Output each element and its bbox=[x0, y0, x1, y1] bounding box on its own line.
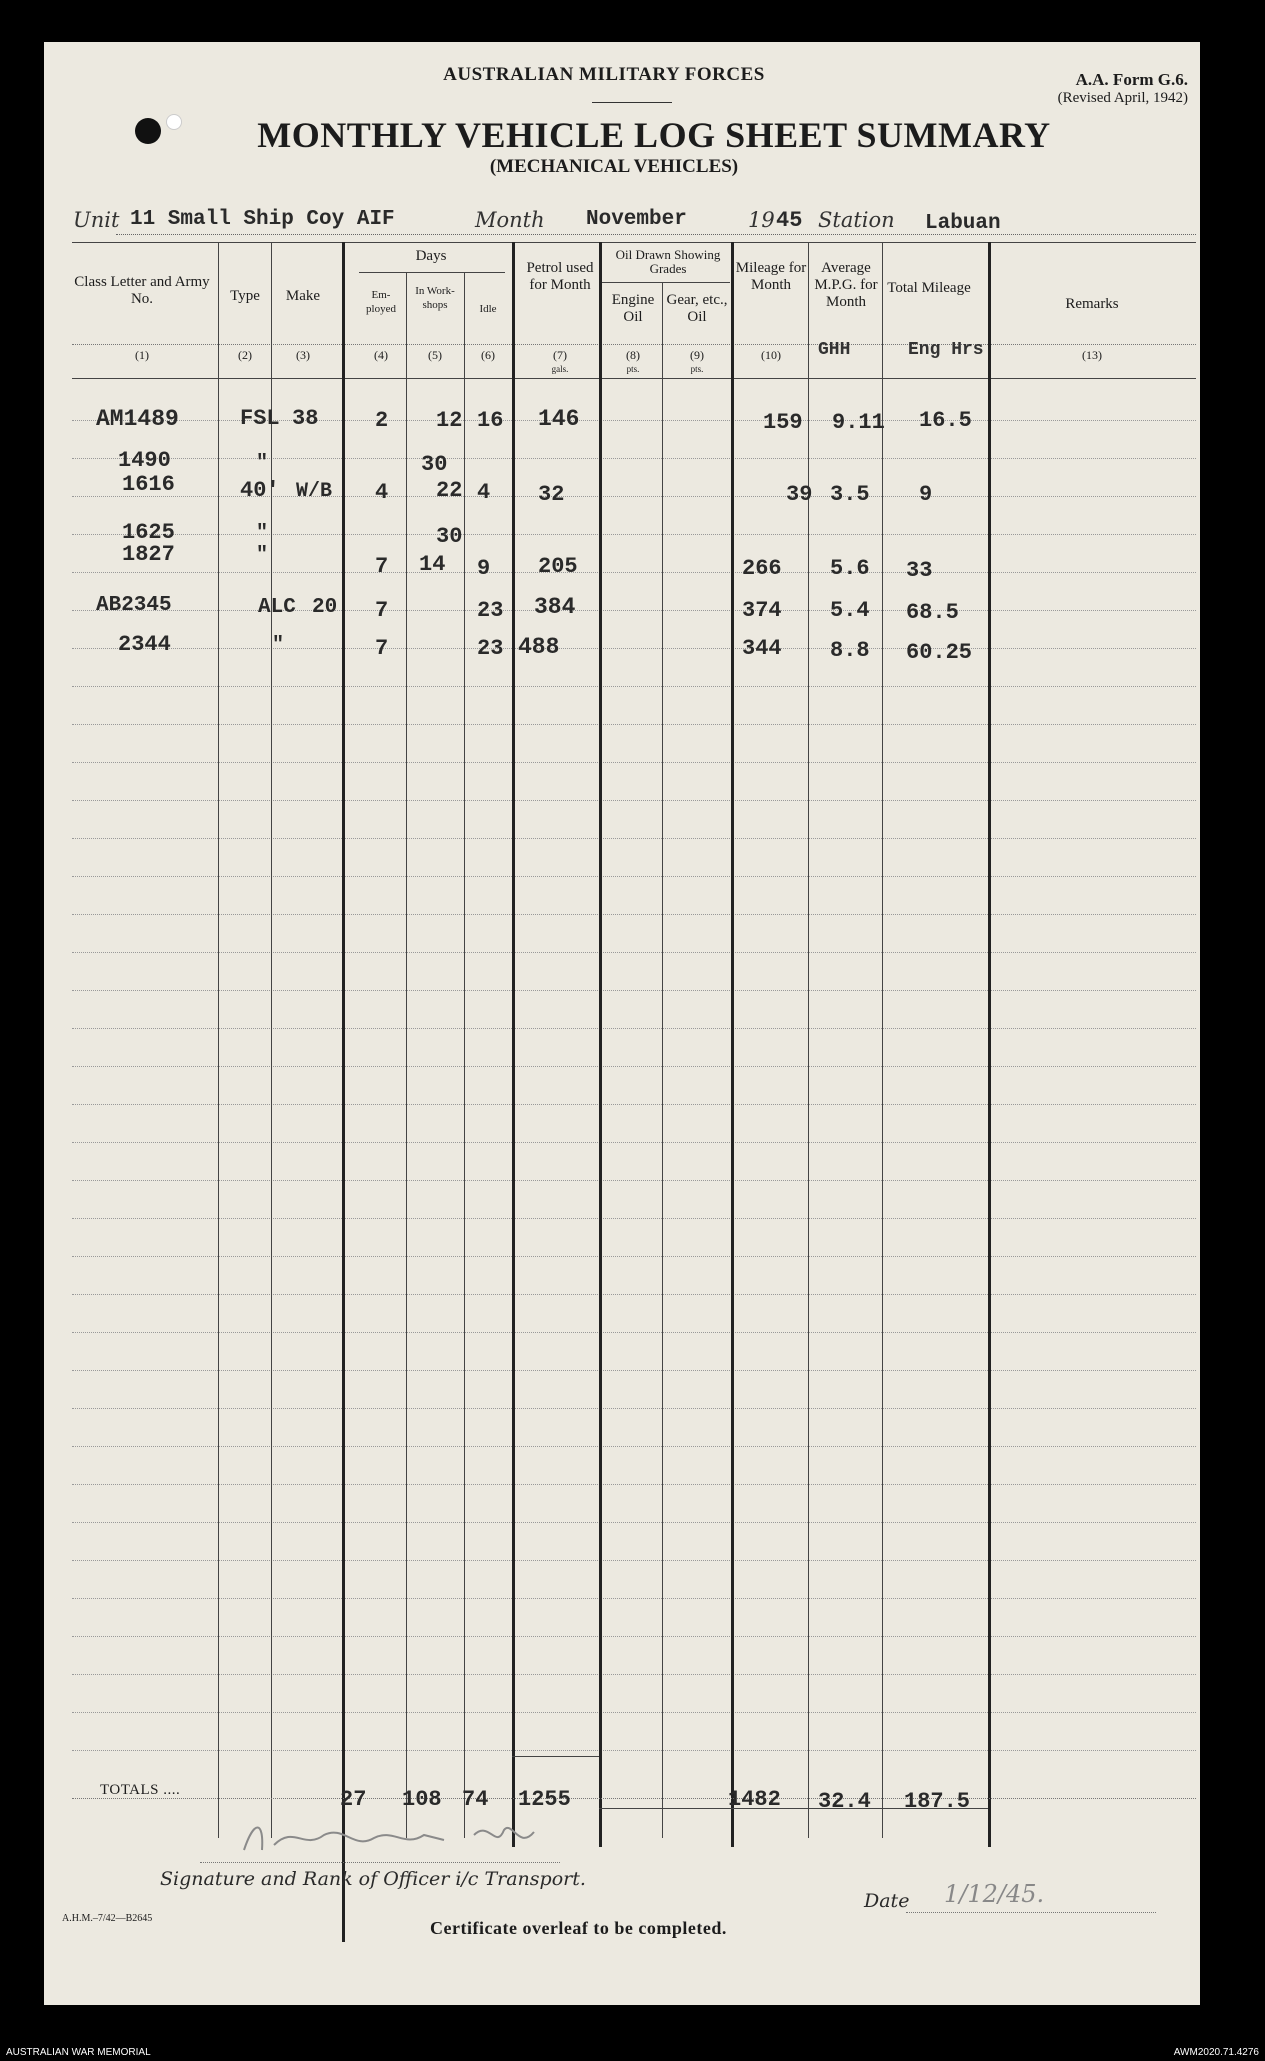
unit-gals: gals. bbox=[551, 364, 569, 374]
signature-label: Signature and Rank of Officer i/c Transport. bbox=[160, 1868, 586, 1890]
cell-workshops: 30 bbox=[436, 524, 463, 549]
year-value: 45 bbox=[776, 208, 803, 233]
form-revision: (Revised April, 1942) bbox=[1057, 90, 1188, 106]
cell-employed: 4 bbox=[375, 480, 389, 505]
ruled-line bbox=[72, 914, 1196, 915]
ruled-line bbox=[72, 686, 1196, 687]
form-number: A.A. Form G.6. bbox=[1075, 70, 1188, 89]
form-subtitle: (MECHANICAL VEHICLES) bbox=[489, 156, 739, 177]
ruled-line bbox=[72, 458, 1196, 459]
archive-reference: AWM2020.71.4276 bbox=[1173, 2047, 1259, 2058]
cell-idle: 23 bbox=[477, 598, 504, 623]
cell-workshops: 30 bbox=[421, 452, 448, 477]
cell-type: " bbox=[272, 634, 285, 657]
col-divider bbox=[662, 282, 663, 1838]
col-header-total-mileage: Total Mileage bbox=[887, 280, 971, 296]
month-value: November bbox=[586, 208, 687, 231]
punch-hole-icon bbox=[135, 118, 161, 144]
cell-type: " bbox=[256, 522, 269, 545]
totals-top-rule bbox=[72, 1798, 1196, 1799]
ruled-line bbox=[72, 1598, 1196, 1599]
total-mileage: 1482 bbox=[728, 1787, 781, 1812]
cell-mileage: 266 bbox=[742, 556, 782, 581]
cell-idle: 4 bbox=[477, 480, 491, 505]
colnum-top-rule bbox=[72, 344, 1196, 345]
print-code: A.H.M.–7/42—B2645 bbox=[62, 1913, 153, 1924]
col-header-days: Days bbox=[415, 248, 447, 264]
col-num: (3) bbox=[296, 348, 310, 362]
col-num: (8) bbox=[626, 348, 640, 362]
cell-workshops: 22 bbox=[436, 478, 463, 503]
cell-mpg: 8.8 bbox=[830, 638, 870, 663]
cell-make: W/B bbox=[296, 480, 333, 503]
cell-army-no: 1625 bbox=[122, 520, 175, 545]
form-title: MONTHLY VEHICLE LOG SHEET SUMMARY bbox=[257, 115, 1051, 155]
unit-label: Unit bbox=[73, 208, 120, 232]
station-label: Station bbox=[818, 208, 895, 232]
cell-mpg: 3.5 bbox=[830, 482, 870, 507]
date-label: Date bbox=[864, 1890, 910, 1912]
month-label: Month bbox=[475, 208, 545, 232]
ruled-line bbox=[72, 610, 1196, 611]
total-idle: 74 bbox=[462, 1787, 489, 1812]
ruled-line bbox=[72, 1408, 1196, 1409]
mpg-overtype-ghh: GHH bbox=[818, 340, 851, 360]
colnum-bottom-rule bbox=[72, 378, 1196, 379]
ruled-line bbox=[72, 838, 1196, 839]
col-divider bbox=[406, 272, 407, 1838]
cell-mpg: 5.6 bbox=[830, 556, 870, 581]
cell-mileage: 344 bbox=[742, 636, 782, 661]
handwritten-signature bbox=[234, 1810, 564, 1860]
cell-mpg: 5.4 bbox=[830, 598, 870, 623]
cell-army-no: 1827 bbox=[122, 542, 175, 567]
cell-total: 9 bbox=[919, 482, 933, 507]
cell-total: 33 bbox=[906, 558, 933, 583]
ruled-line bbox=[72, 572, 1196, 573]
cell-mileage: 159 bbox=[763, 410, 803, 435]
cell-total: 16.5 bbox=[919, 408, 972, 433]
ruled-line bbox=[72, 724, 1196, 725]
ruled-line bbox=[72, 1256, 1196, 1257]
cell-total: 60.25 bbox=[906, 640, 973, 665]
col-header-employed: Em-ployed bbox=[366, 289, 396, 315]
signature-line bbox=[200, 1862, 560, 1863]
cell-mileage: 39 bbox=[786, 482, 813, 507]
ruled-line bbox=[72, 1294, 1196, 1295]
col-header-oil-drawn: Oil Drawn Showing Grades bbox=[615, 247, 721, 276]
ruled-line bbox=[72, 1066, 1196, 1067]
cell-army-no: AB2345 bbox=[96, 594, 172, 617]
cell-army-no: 2344 bbox=[118, 632, 171, 657]
total-workshops: 108 bbox=[402, 1787, 442, 1812]
cell-mileage: 374 bbox=[742, 598, 782, 623]
heading-rule bbox=[592, 102, 672, 103]
ruled-line bbox=[72, 1636, 1196, 1637]
ruled-line bbox=[72, 534, 1196, 535]
totals-label: TOTALS .... bbox=[100, 1782, 181, 1798]
col-divider-thick bbox=[342, 242, 345, 1942]
cell-make: 20 bbox=[312, 596, 338, 619]
col-header-type: Type bbox=[230, 288, 260, 304]
meta-underline bbox=[116, 234, 1196, 235]
total-overtype-eng-hrs: Eng Hrs bbox=[908, 340, 984, 360]
col-num: (2) bbox=[238, 348, 252, 362]
total-petrol: 1255 bbox=[518, 1787, 571, 1812]
date-value: 1/12/45. bbox=[944, 1880, 1045, 1908]
col-num: (13) bbox=[1082, 348, 1102, 362]
ruled-line bbox=[72, 800, 1196, 801]
unit-pts: pts. bbox=[626, 364, 640, 374]
col-divider-thick bbox=[512, 242, 515, 1847]
days-rule bbox=[359, 272, 505, 273]
cell-employed: 7 bbox=[375, 636, 389, 661]
cell-make: 38 bbox=[292, 406, 319, 431]
col-header-make: Make bbox=[285, 288, 321, 304]
ruled-line bbox=[72, 1370, 1196, 1371]
cell-employed: 7 bbox=[375, 598, 389, 623]
total-mpg: 32.4 bbox=[818, 1789, 871, 1814]
punch-hole-icon bbox=[166, 114, 182, 130]
ruled-line bbox=[72, 1674, 1196, 1675]
cell-workshops: 12 bbox=[436, 408, 463, 433]
cell-idle: 16 bbox=[477, 408, 504, 433]
ruled-line bbox=[72, 648, 1196, 649]
ruled-line bbox=[72, 1712, 1196, 1713]
cell-type: " bbox=[256, 452, 269, 475]
col-header-idle: Idle bbox=[479, 303, 497, 315]
petrol-total-rule bbox=[512, 1756, 599, 1757]
ruled-line bbox=[72, 762, 1196, 763]
totals-bottom-rule bbox=[599, 1808, 988, 1809]
cell-petrol: 146 bbox=[538, 406, 580, 432]
unit-value: 11 Small Ship Coy AIF bbox=[130, 208, 395, 231]
col-num: (9) bbox=[690, 348, 704, 362]
ruled-line bbox=[72, 1750, 1196, 1751]
ruled-line bbox=[72, 1180, 1196, 1181]
col-divider bbox=[882, 242, 883, 1838]
col-header-avg-mpg: Average M.P.G. for Month bbox=[814, 260, 878, 310]
unit-pts: pts. bbox=[690, 364, 704, 374]
col-num: (5) bbox=[428, 348, 442, 362]
forces-heading: AUSTRALIAN MILITARY FORCES bbox=[443, 64, 765, 85]
col-num: (10) bbox=[761, 348, 781, 362]
ruled-line bbox=[72, 1218, 1196, 1219]
col-divider bbox=[464, 272, 465, 1838]
oil-rule bbox=[602, 282, 730, 283]
ruled-line bbox=[72, 1560, 1196, 1561]
col-header-class-army-no: Class Letter and Army No. bbox=[74, 274, 210, 307]
cell-petrol: 32 bbox=[538, 482, 565, 507]
col-divider bbox=[218, 242, 219, 1838]
ruled-line bbox=[72, 990, 1196, 991]
cell-petrol: 488 bbox=[518, 634, 560, 660]
col-num: (4) bbox=[374, 348, 388, 362]
col-divider-thick bbox=[599, 242, 602, 1847]
cell-type: ALC bbox=[258, 596, 296, 619]
cell-type: FSL bbox=[240, 406, 280, 431]
col-divider-thick bbox=[731, 242, 734, 1847]
ruled-line bbox=[72, 1104, 1196, 1105]
cell-type: " bbox=[256, 544, 269, 567]
cell-employed: 2 bbox=[375, 408, 389, 433]
col-header-mileage: Mileage for Month bbox=[735, 260, 807, 293]
col-num: (6) bbox=[481, 348, 495, 362]
col-divider-thick bbox=[988, 242, 991, 1847]
archive-credit: AUSTRALIAN WAR MEMORIAL bbox=[6, 2047, 151, 2058]
ruled-line bbox=[72, 1332, 1196, 1333]
cell-petrol: 384 bbox=[534, 594, 576, 620]
col-header-remarks: Remarks bbox=[1065, 296, 1119, 312]
ruled-line bbox=[72, 1028, 1196, 1029]
ruled-line bbox=[72, 876, 1196, 877]
ruled-line bbox=[72, 952, 1196, 953]
col-header-petrol: Petrol used for Month bbox=[526, 260, 594, 293]
ruled-line bbox=[72, 1484, 1196, 1485]
station-value: Labuan bbox=[925, 212, 1001, 235]
cell-workshops: 14 bbox=[419, 552, 446, 577]
col-header-engine-oil: Engine Oil bbox=[611, 292, 655, 325]
ruled-line bbox=[72, 1522, 1196, 1523]
ruled-line bbox=[72, 1142, 1196, 1143]
cell-army-no: AM1489 bbox=[96, 406, 179, 432]
total-employed: 27 bbox=[340, 1787, 367, 1812]
year-prefix: 19 bbox=[748, 208, 775, 232]
col-num: (1) bbox=[135, 348, 149, 362]
cell-total: 68.5 bbox=[906, 600, 959, 625]
cell-idle: 23 bbox=[477, 636, 504, 661]
ruled-line bbox=[72, 1446, 1196, 1447]
cell-employed: 7 bbox=[375, 554, 389, 579]
col-num: (7) bbox=[553, 348, 567, 362]
col-header-gear-oil: Gear, etc., Oil bbox=[666, 292, 728, 325]
cell-idle: 9 bbox=[477, 556, 491, 581]
col-header-workshops: In Work-shops bbox=[415, 285, 455, 311]
cell-army-no: 1616 bbox=[122, 472, 175, 497]
total-total-mileage: 187.5 bbox=[904, 1789, 971, 1814]
certificate-note: Certificate overleaf to be completed. bbox=[430, 1918, 727, 1938]
cell-petrol: 205 bbox=[538, 554, 578, 579]
form-sheet bbox=[44, 42, 1200, 2005]
cell-type: 40' bbox=[240, 478, 280, 503]
cell-army-no: 1490 bbox=[118, 448, 171, 473]
date-line bbox=[906, 1912, 1156, 1913]
table-top-rule bbox=[72, 242, 1196, 243]
cell-mpg: 9.11 bbox=[832, 410, 885, 435]
